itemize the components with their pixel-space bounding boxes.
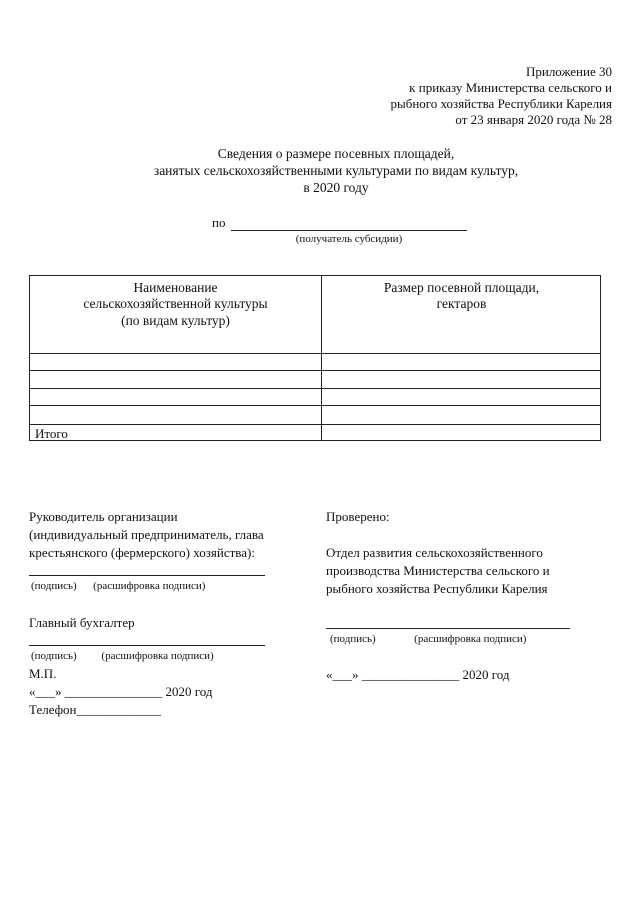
recipient-input-line[interactable] — [231, 230, 467, 231]
table-row-line — [30, 353, 600, 354]
table-row-line — [30, 424, 600, 425]
table-row-line — [30, 370, 600, 371]
department-line-1: Отдел развития сельскохозяйственного — [326, 545, 543, 560]
checker-signature-line[interactable] — [326, 628, 570, 629]
accountant-signature-line[interactable] — [29, 645, 265, 646]
col-area-header-line-1: Размер посевной площади, — [383, 280, 540, 295]
col-crop-header-line-3: (по видам культур) — [121, 313, 230, 328]
document-title-line-3: в 2020 году — [303, 180, 369, 195]
head-signature-line[interactable] — [29, 575, 265, 576]
head-of-organization-label-line-3: крестьянского (фермерского) хозяйства): — [29, 545, 255, 560]
order-date-line: от 23 января 2020 года № 28 — [455, 112, 612, 127]
total-row-label: Итого — [35, 426, 68, 441]
stamp-place-label: М.П. — [29, 666, 57, 681]
accountant-signature-caption: (подпись) (расшифровка подписи) — [31, 650, 214, 662]
left-date-field[interactable]: «___» _______________ 2020 год — [29, 684, 213, 699]
chief-accountant-label: Главный бухгалтер — [29, 615, 135, 630]
head-of-organization-label-line-2: (индивидуальный предприниматель, глава — [29, 527, 264, 542]
col-crop-header-line-1: Наименование — [133, 280, 218, 295]
table-row-line — [30, 405, 600, 406]
phone-field[interactable]: Телефон_____________ — [29, 702, 162, 717]
col-area-header-line-2: гектаров — [436, 296, 487, 311]
department-line-2: производства Министерства сельского и — [326, 563, 550, 578]
head-of-organization-label: Руководитель организации — [29, 509, 178, 524]
table-row-line — [30, 388, 600, 389]
ministry-line: рыбного хозяйства Республики Карелия — [390, 96, 612, 111]
checker-signature-caption: (подпись) (расшифровка подписи) — [330, 633, 527, 645]
recipient-caption: (получатель субсидии) — [295, 233, 403, 245]
appendix-number: Приложение 30 — [525, 64, 612, 79]
crop-area-table — [29, 275, 601, 441]
recipient-prefix: по — [212, 215, 226, 230]
head-signature-caption: (подпись) (расшифровка подписи) — [31, 580, 206, 592]
department-line-3: рыбного хозяйства Республики Карелия — [326, 581, 548, 596]
right-date-field[interactable]: «___» _______________ 2020 год — [326, 667, 510, 682]
checked-label: Проверено: — [326, 509, 390, 524]
document-title-line-2: занятых сельскохозяйственными культурами по видам культур, — [153, 163, 519, 178]
col-crop-header-line-2: сельскохозяйственной культуры — [83, 296, 268, 311]
document-title-line-1: Сведения о размере посевных площадей, — [217, 146, 455, 161]
order-reference-line: к приказу Министерства сельского и — [409, 80, 612, 95]
